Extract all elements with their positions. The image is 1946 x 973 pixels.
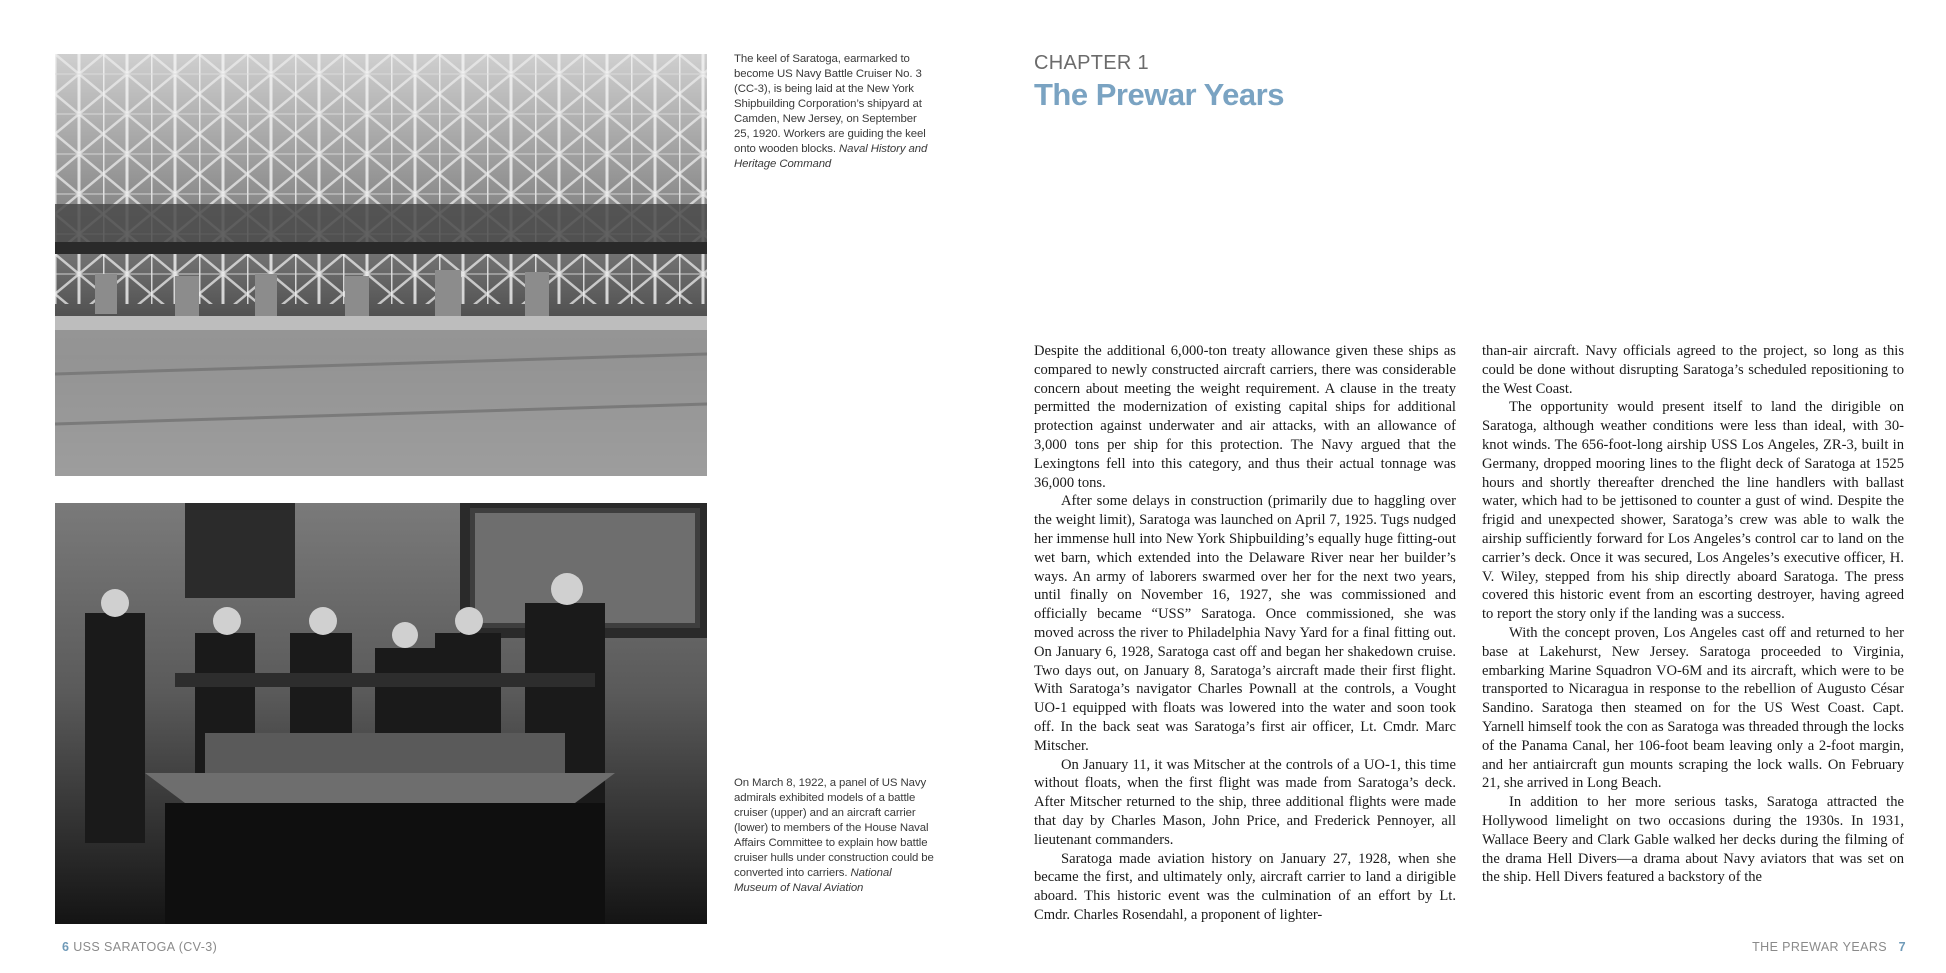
left-running-head: USS SARATOGA (CV-3) (73, 940, 218, 954)
body-paragraph: With the concept proven, Los Angeles cast off and returned to her base at Lakehurst, New Jersey. Saratoga proceeded to Virginia, embarking Marine Squadron VO-6M and its aircraft, which were to be transported to Nicaragua in response to the rebellion of Augusto César Sandino. Saratoga then steamed on for the US West Coast. Capt. Yarnell himself took the con as Saratoga was threaded through the locks of the Panama Canal, her 106-foot beam leaving only a 2-foot margin, and her antiaircraft gun mounts scraping the lock walls. On February 21, she arrived in Long Beach. (1482, 624, 1904, 792)
body-paragraph: Despite the additional 6,000-ton treaty allowance given these ships as compared to newly constructed aircraft carriers, there was considerable concern about meeting the weight requirement. A clause in the treaty permitted the modernization of existing capital ships for additional protection against underwater and air attacks, with an allowance of 3,000 tons per ship for this protection. The Navy argued that the Lexingtons fell into this category, and thus their actual tonnage was 36,000 tons. (1034, 343, 1456, 491)
right-running-head: THE PREWAR YEARS (1752, 940, 1888, 954)
chapter-title: The Prewar Years (1034, 77, 1284, 112)
panel-photo-caption (734, 776, 934, 896)
body-paragraph: The opportunity would present itself to land the dirigible on Saratoga, although weather conditions were less than ideal, with 30-knot winds. The 656-foot-long airship USS Los Angeles, ZR-3, built in Germany, dropped mooring lines to the flight deck of Saratoga at 1525 hours and shortly thereafter drenched the line handlers with ballast water, which had to be jettisoned to counter a gust of wind. Despite the frigid and unexpected shower, Saratoga’s crew was able to walk the airship sufficiently forward for Los Angeles’s control car to land on the carrier’s deck. Once it was secured, Los Angeles’s executive officer, H. V. Wiley, stepped from his ship directly aboard Saratoga. The press covered this historic event from an escorting destroyer, having agreed to report the story only if the landing was a success. (1482, 399, 1904, 623)
keel-laying-image (55, 54, 707, 476)
admirals-panel-image (55, 503, 707, 924)
panel-caption-text: On March 8, 1922, a panel of US Navy admirals exhibited models of a battle cruiser (upper) and an aircraft carrier (lower) to members of the House Naval Affairs Committee to explain how battle cruiser hulls under construction could be converted into carriers. (734, 777, 934, 879)
chapter-label: CHAPTER 1 (1034, 52, 1149, 74)
right-page-number: 7 (1898, 940, 1906, 954)
body-column-right (1482, 342, 1904, 887)
keel-caption-text: The keel of Saratoga, earmarked to become US Navy Battle Cruiser No. 3 (CC-3), is being laid at the New York Shipbuilding Corporation’s shipyard at Camden, New Jersey, on September 25, 1920. Workers are guiding the keel onto wooden blocks. (734, 53, 926, 155)
keel-laying-photo (55, 54, 707, 476)
body-column-left (1034, 342, 1456, 925)
admirals-panel-photo (55, 503, 707, 924)
left-page-number: 6 (62, 940, 70, 954)
body-paragraph: After some delays in construction (primarily due to haggling over the weight limit), Saratoga was launched on April 7, 1925. Tugs nudged her immense hull into New York Shipbuilding’s equally huge fitting-out wet barn, which extended into the Delaware River near her builder’s ways. An army of laborers swarmed over her for the next two years, until finally on November 16, 1927, she was commissioned and officially became “USS” Saratoga. Once commissioned, she was moved across the river to Philadelphia Navy Yard for a final fitting out. On January 6, 1928, Saratoga cast off and began her shakedown cruise. Two days out, on January 8, Saratoga’s aircraft made their first flight. With Saratoga’s navigator Charles Pownall at the controls, a Vought UO-1 equipped with floats was lowered into the water and soon took off. In the back seat was Saratoga’s first air officer, Lt. Cmdr. Marc Mitscher. (1034, 493, 1456, 754)
keel-caption-credit: Naval History and Heritage Command (734, 143, 928, 170)
panel-caption-credit: National Museum of Naval Aviation (734, 867, 892, 894)
body-paragraph: On January 11, it was Mitscher at the controls of a UO-1, this time without floats, when the first flight was made from Saratoga’s deck. After Mitscher returned to the ship, three additional flights were made that day by Charles Mason, John Price, and Frederick Pennoyer, all lieutenant commanders. (1034, 756, 1456, 848)
body-paragraph: than-air aircraft. Navy officials agreed to the project, so long as this could be done without disrupting Saratoga’s scheduled repositioning to the West Coast. (1482, 343, 1904, 397)
left-folio (62, 940, 217, 954)
right-folio (1752, 940, 1906, 954)
body-paragraph: In addition to her more serious tasks, Saratoga attracted the Hollywood limelight on two occasions during the 1930s. In 1931, Wallace Beery and Clark Gable walked her decks during the filming of the drama Hell Divers—a drama about Navy aviators that was set on the ship. Hell Divers featured a backstory of the (1482, 794, 1904, 886)
body-paragraph: Saratoga made aviation history on January 27, 1928, when she became the first, and ultimately only, aircraft carrier to land a dirigible aboard. This historic event was the culmination of an effort by Lt. Cmdr. Charles Rosendahl, a proponent of lighter- (1034, 850, 1456, 923)
keel-photo-caption (734, 52, 934, 172)
